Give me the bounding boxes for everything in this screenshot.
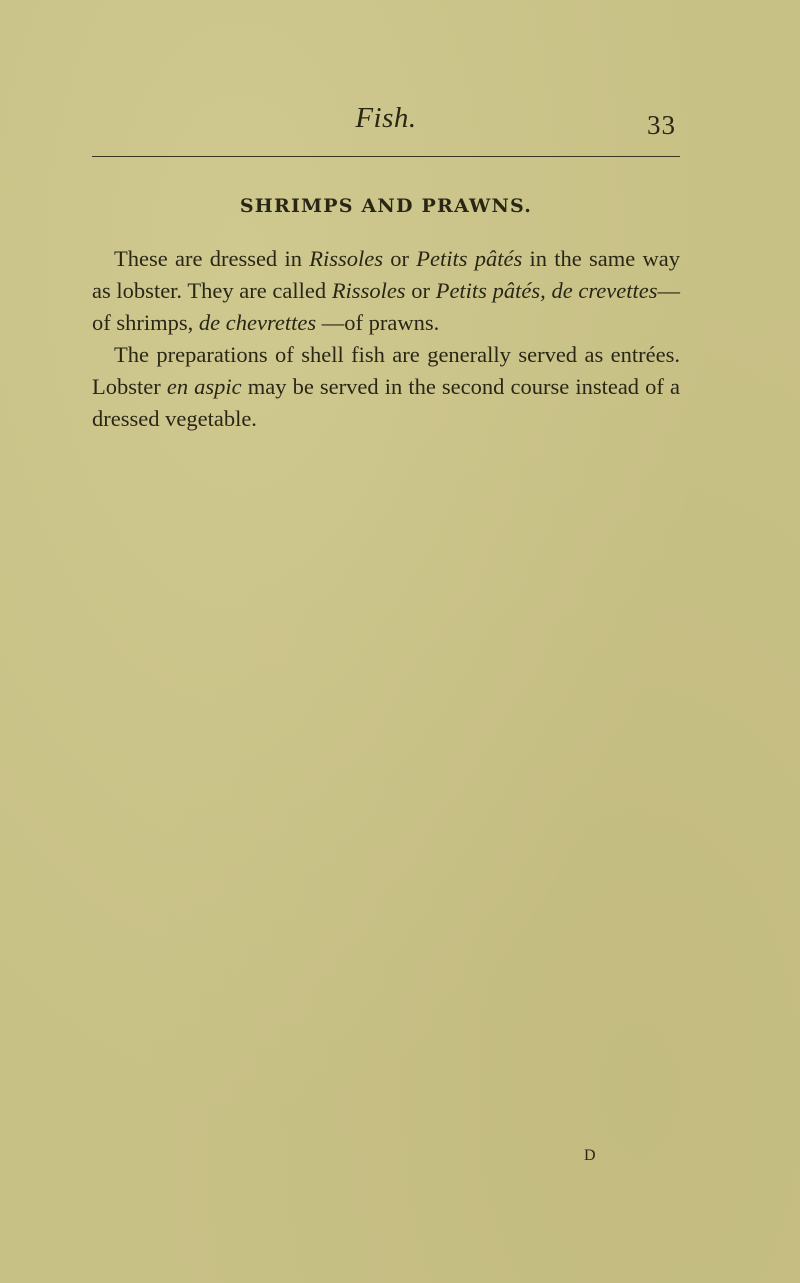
text-segment: —of prawns.: [316, 310, 440, 335]
paragraph: [92, 243, 680, 339]
text-segment: or: [382, 246, 417, 271]
header-rule: [92, 156, 680, 157]
body-text: [92, 243, 680, 435]
running-head: [92, 100, 680, 148]
paragraph: [92, 339, 680, 435]
text-segment: or: [405, 278, 436, 303]
running-head-title: Fish.: [355, 102, 417, 134]
text-segment: in the same way as lobster. They are called: [92, 246, 680, 303]
italic-text: de chevrettes: [198, 310, 317, 335]
text-segment: —of shrimps,: [92, 278, 680, 335]
signature-mark: D: [584, 1147, 597, 1164]
text-segment: The preparations of shell fish are generally served as entrées. Lobster: [92, 342, 680, 399]
italic-text: Petits pâtés: [416, 246, 523, 271]
text-segment: may be served in the second course instead of a dressed vegetable.: [92, 374, 680, 431]
text-segment: These are dressed in: [114, 246, 310, 271]
italic-text: Rissoles: [331, 278, 406, 303]
section-title: SHRIMPS AND PRAWNS.: [239, 195, 533, 217]
italic-text: Rissoles: [309, 246, 383, 271]
italic-text: Petits pâtés, de crevettes: [435, 278, 658, 303]
page-number: 33: [647, 110, 676, 140]
italic-text: en aspic: [166, 374, 242, 399]
